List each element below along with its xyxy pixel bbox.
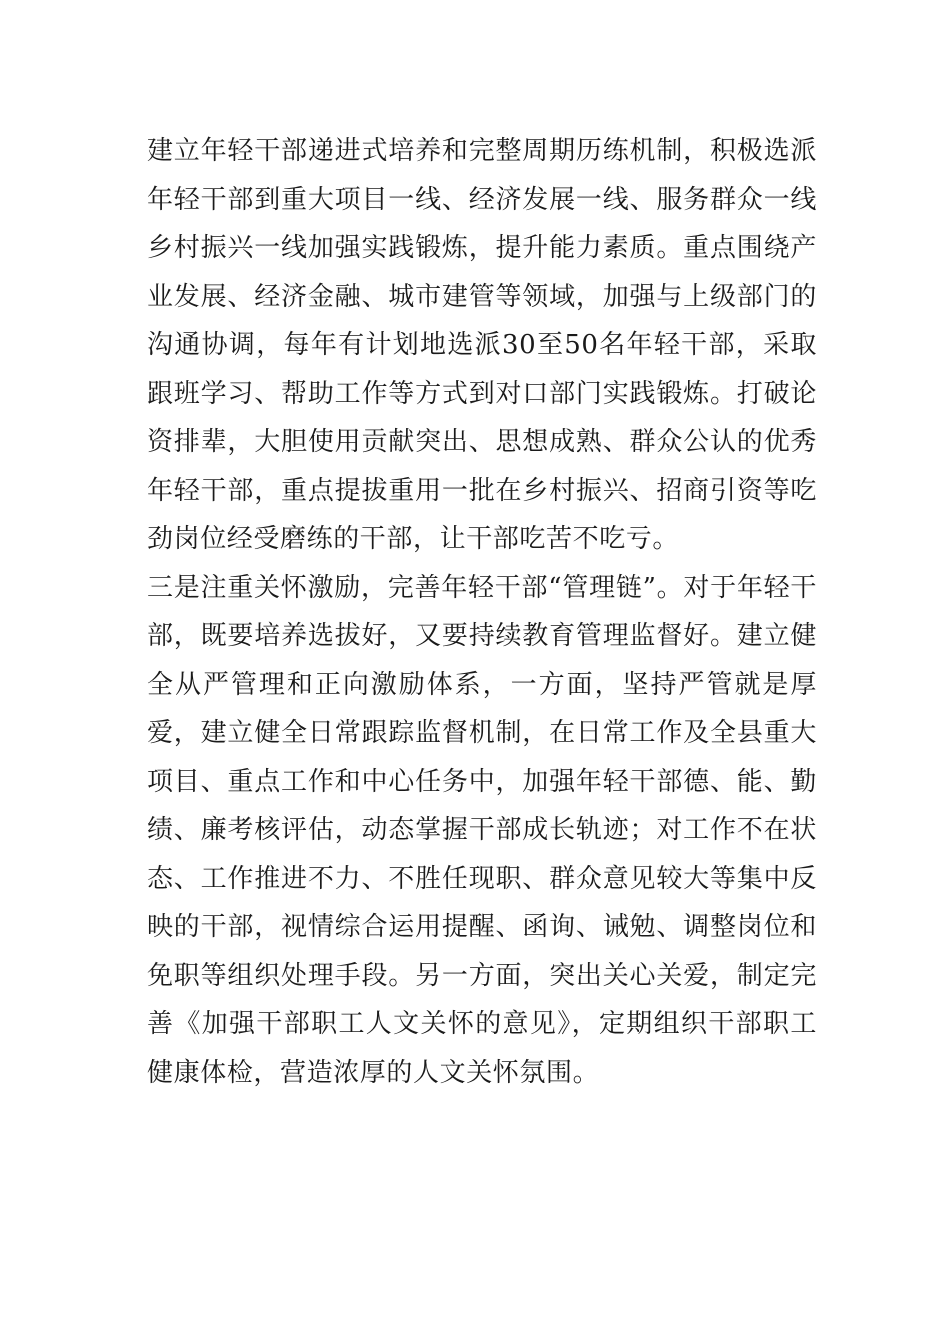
paragraph-care-incentive: 三是注重关怀激励，完善年轻干部“管理链”。对于年轻干部，既要培养选拔好，又要持续教育管理监督好。建立健全从严管理和正向激励体系，一方面，坚持严管就是厚爱，建立健全日常跟踪监督机制，在日常工作及全县重大项目、重点工作和中心任务中，加强年轻干部德、能、勤绩、廉考核评估，动态掌握干部成长轨迹；对工作不在状态、工作推进不力、不胜任现职、群众意见较大等集中反映的干部，视情综合运用提醒、函询、诫勉、调整岗位和免职等组织处理手段。另一方面，突出关心关爱，制定完善《加强干部职工人文关怀的意见》，定期组织干部职工健康体检，营造浓厚的人文关怀氛围。 [147, 572, 817, 1088]
document-body [147, 127, 817, 1097]
paragraph-cadre-training: 建立年轻干部递进式培养和完整周期历练机制，积极选派年轻干部到重大项目一线、经济发展一线、服务群众一线乡村振兴一线加强实践锻炼，提升能力素质。重点围绕产业发展、经济金融、城市建管等领域，加强与上级部门的沟通协调，每年有计划地选派30至50名年轻干部，采取跟班学习、帮助工作等方式到对口部门实践锻炼。打破论资排辈，大胆使用贡献突出、思想成熟、群众公认的优秀年轻干部，重点提拔重用一批在乡村振兴、招商引资等吃劲岗位经受磨练的干部，让干部吃苦不吃亏。 [147, 136, 817, 554]
